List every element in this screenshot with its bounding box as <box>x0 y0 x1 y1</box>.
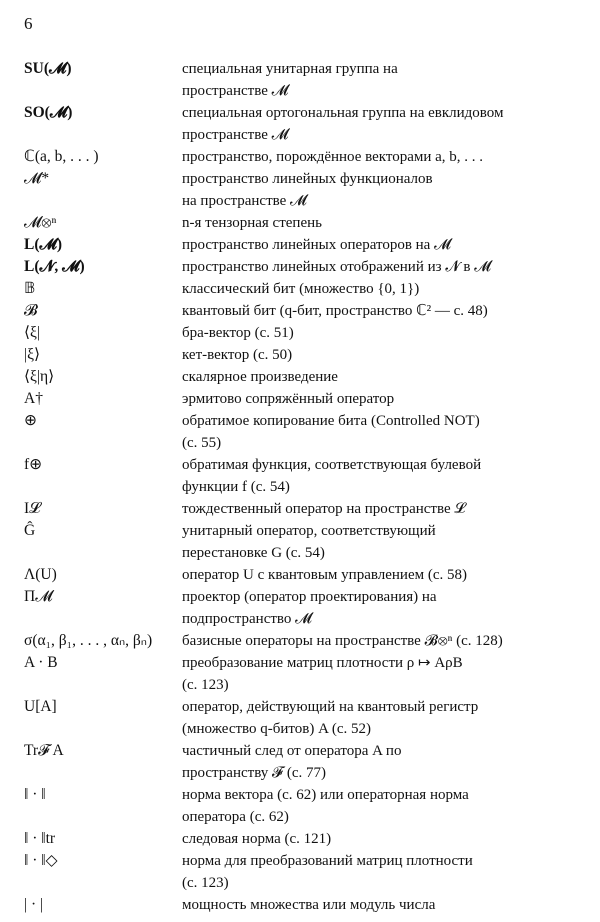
glossary-entry <box>0 652 600 696</box>
notation-symbol: A · B <box>24 654 58 671</box>
glossary-entry <box>0 740 600 784</box>
notation-symbol: I𝓛 <box>24 500 41 517</box>
notation-symbol: 𝓑 <box>24 302 38 319</box>
notation-symbol: L(𝓜) <box>24 236 63 253</box>
glossary-entry <box>0 586 600 630</box>
notation-symbol: Tr𝓕 A <box>24 742 64 759</box>
description-line: тождественный оператор на пространстве 𝓛 <box>182 501 466 517</box>
notation-symbol: 𝓜* <box>24 170 50 187</box>
notation-description <box>182 564 582 586</box>
glossary-entry <box>0 828 600 850</box>
notation-description <box>182 322 582 344</box>
notation-description <box>182 102 582 146</box>
notation-symbol: ‖ · ‖tr <box>24 830 56 847</box>
description-line: оператор, действующий на квантовый регистр <box>182 699 479 715</box>
glossary-entry <box>0 410 600 454</box>
description-line: проектор (оператор проектирования) на <box>182 589 437 605</box>
glossary-entry <box>0 234 600 256</box>
notation-description <box>182 58 582 102</box>
notation-symbol: ⟨ξ|η⟩ <box>24 368 55 385</box>
description-line: специальная унитарная группа на <box>182 61 398 77</box>
description-line: специальная ортогональная группа на евклидовом <box>182 105 504 121</box>
notation-description <box>182 256 582 278</box>
description-line: (множество q-битов) A (с. 52) <box>182 721 372 737</box>
notation-symbol: ⟨ξ| <box>24 324 41 341</box>
notation-description <box>182 652 582 696</box>
glossary-entry <box>0 58 600 102</box>
notation-description <box>182 344 582 366</box>
notation-description <box>182 850 582 894</box>
description-line: обратимая функция, соответствующая булевой <box>182 457 482 473</box>
notation-description <box>182 278 582 300</box>
description-line: пространству 𝓕 (с. 77) <box>182 765 326 781</box>
notation-symbol: Ĝ <box>24 522 36 539</box>
notation-description <box>182 212 582 234</box>
description-line: оператор U с квантовым управлением (с. 58) <box>182 567 467 583</box>
notation-description <box>182 520 582 564</box>
notation-description <box>182 300 582 322</box>
notation-symbol: SU(𝓜) <box>24 60 72 77</box>
description-line: (с. 123) <box>182 875 229 891</box>
glossary-entry <box>0 344 600 366</box>
notation-symbol: SO(𝓜) <box>24 104 73 121</box>
notation-symbol: U[A] <box>24 698 57 715</box>
notation-description <box>182 410 582 454</box>
notation-symbol: Π𝓜 <box>24 588 53 605</box>
description-line: пространство линейных функционалов <box>182 171 433 187</box>
notation-description <box>182 366 582 388</box>
description-line: кет-вектор (с. 50) <box>182 347 293 363</box>
glossary-entry <box>0 278 600 300</box>
glossary-entry <box>0 850 600 894</box>
description-line: (с. 123) <box>182 677 229 693</box>
description-line: оператора (с. 62) <box>182 809 289 825</box>
description-line: базисные операторы на пространстве 𝓑⊗ⁿ (с. 128) <box>182 633 503 649</box>
notation-symbol: ‖ · ‖◇ <box>24 852 58 869</box>
description-line: n-я тензорная степень <box>182 215 322 231</box>
notation-symbol: σ(α₁, β₁, . . . , αₙ, βₙ) <box>24 632 153 649</box>
notation-symbol: f⊕ <box>24 456 43 473</box>
description-line: на пространстве 𝓜 <box>182 193 307 209</box>
notation-symbol: Λ(U) <box>24 566 57 583</box>
description-line: частичный след от оператора A по <box>182 743 402 759</box>
notation-description <box>182 586 582 630</box>
notation-description <box>182 454 582 498</box>
description-line: норма для преобразований матриц плотности <box>182 853 473 869</box>
description-line: преобразование матриц плотности ρ ↦ AρB <box>182 655 463 671</box>
description-line: пространство линейных отображений из 𝓝 в 𝓜 <box>182 259 492 275</box>
description-line: перестановке G (с. 54) <box>182 545 325 561</box>
description-line: следовая норма (с. 121) <box>182 831 332 847</box>
notation-symbol: |ξ⟩ <box>24 346 41 363</box>
description-line: бра-вектор (с. 51) <box>182 325 294 341</box>
description-line: функции f (с. 54) <box>182 479 290 495</box>
notation-symbol: A† <box>24 390 43 407</box>
glossary-entry <box>0 388 600 410</box>
description-line: скалярное произведение <box>182 369 338 385</box>
description-line: норма вектора (с. 62) или операторная норма <box>182 787 469 803</box>
glossary-entry <box>0 256 600 278</box>
description-line: эрмитово сопряжённый оператор <box>182 391 395 407</box>
description-line: пространстве 𝓜 <box>182 83 289 99</box>
description-line: квантовый бит (q-бит, пространство ℂ² — с. 48) <box>182 303 488 319</box>
notation-symbol: 𝓜⊗ⁿ <box>24 214 57 231</box>
glossary-entry <box>0 300 600 322</box>
glossary-entry <box>0 520 600 564</box>
notation-symbol: ℂ(a, b, . . . ) <box>24 148 99 165</box>
notation-description <box>182 234 582 256</box>
glossary-entry <box>0 894 600 916</box>
notation-description <box>182 894 582 916</box>
description-line: пространство линейных операторов на 𝓜 <box>182 237 451 253</box>
page-number: 6 <box>24 14 33 33</box>
glossary-entry <box>0 784 600 828</box>
notation-description <box>182 388 582 410</box>
glossary-entry <box>0 630 600 652</box>
glossary-entry <box>0 366 600 388</box>
notation-symbol: ⊕ <box>24 412 37 429</box>
description-line: подпространство 𝓜 <box>182 611 312 627</box>
notation-description <box>182 168 582 212</box>
notation-symbol: 𝔹 <box>24 280 36 297</box>
notation-symbol: L(𝓝, 𝓜) <box>24 258 85 275</box>
notation-description <box>182 630 582 652</box>
glossary-entry <box>0 498 600 520</box>
glossary-entry <box>0 168 600 212</box>
description-line: классический бит (множество {0, 1}) <box>182 281 420 297</box>
glossary-entry <box>0 564 600 586</box>
description-line: унитарный оператор, соответствующий <box>182 523 436 539</box>
description-line: мощность множества или модуль числа <box>182 897 436 913</box>
description-line: пространство, порождённое векторами a, b, . . . <box>182 149 484 165</box>
glossary-entry <box>0 454 600 498</box>
glossary-entry <box>0 322 600 344</box>
notation-glossary <box>0 58 600 916</box>
notation-symbol: ‖ · ‖ <box>24 786 46 803</box>
notation-description <box>182 696 582 740</box>
description-line: (с. 55) <box>182 435 222 451</box>
notation-symbol: | · | <box>24 896 44 913</box>
notation-description <box>182 740 582 784</box>
glossary-entry <box>0 696 600 740</box>
notation-description <box>182 828 582 850</box>
description-line: обратимое копирование бита (Controlled NOT) <box>182 413 480 429</box>
glossary-entry <box>0 146 600 168</box>
glossary-entry <box>0 102 600 146</box>
notation-description <box>182 784 582 828</box>
glossary-entry <box>0 212 600 234</box>
notation-description <box>182 498 582 520</box>
notation-description <box>182 146 582 168</box>
description-line: пространстве 𝓜 <box>182 127 289 143</box>
